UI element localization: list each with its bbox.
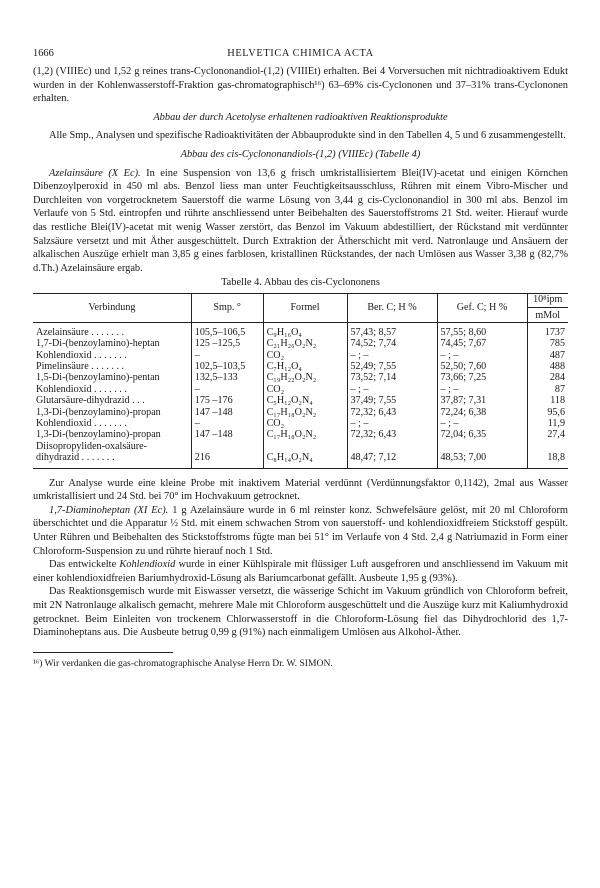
cell-gef: 72,04; 6,35 (437, 429, 527, 440)
cell-name: Azelainsäure . . . . . . . (33, 322, 191, 338)
cell-gef: 72,24; 6,38 (437, 407, 527, 418)
cell-ipm: 118 (550, 395, 565, 407)
cell-gef: 74,45; 7,67 (437, 338, 527, 349)
col-smp: Smp. ° (191, 293, 263, 322)
cell-ipm: 87 (554, 383, 565, 395)
page-number: 1666 (33, 48, 54, 59)
paragraph-lead: 1,7-Diaminoheptan (XI Ec). (49, 504, 169, 516)
cell-name: Kohlendioxid . . . . . . . (33, 350, 191, 361)
cell-name: 1,3-Di-(benzoylamino)-propan (33, 429, 191, 440)
cell-gef: 57,55; 8,60 (437, 322, 527, 338)
cell-ber: – ; – (347, 350, 437, 361)
cell-name: Kohlendioxid . . . . . . . (33, 384, 191, 395)
cell-smp: 216 (191, 452, 263, 468)
cell-ipm: 785 (549, 338, 565, 350)
paragraph-azelainsaeure: Azelainsäure (X Ec). In eine Suspension von 13,6 g frisch umkristallisiertem Blei(IV)-acetat und einigen Körnchen Dibenzoylperoxid in 450 ml abs. Benzol liess man unter Feuchtigkeitsausschluss, Rühren mit einem Vibro-Mischer und Durchleiten von vorgetrocknetem Sauerstoff die warme Lösung von 3,44 g cis-Cyclononandiol in 300 ml abs. Benzol im Verlaufe von 5 Std. eintropfen und rührte anschliessend unter Beibehalten des Sauerstoffstroms 21 Std. weiter. Hierauf wurde das restliche Blei(IV)-acetat mit wenig Wasser zerstört, das Benzol im Vakuum abdestilliert, der Rückstand mit verdünnter Salzsäure versetzt und mit Äther ausgeschüttelt. Durch Extraktion der Ätherschicht mit verd. Natronlauge und Ansäuern der alkalischen Auszüge erhielt man 3,85 g eines farblosen, kristallinen Rückstandes, der nach Umlösen aus Wasser 3,38 g (82,7% d.Th.) Azelainsäure ergab. (33, 167, 568, 274)
cell-smp (191, 441, 263, 452)
table-row (33, 418, 568, 429)
cell-name: 1,3-Di-(benzoylamino)-propan (33, 407, 191, 418)
cell-formel (263, 441, 347, 452)
cell-name: Pimelinsäure . . . . . . . (33, 361, 191, 372)
cell-formel: CO₂ (263, 384, 347, 395)
section-title-degradation: Abbau der durch Acetolyse erhaltenen radioaktiven Reaktionsprodukte (153, 111, 448, 123)
paragraph-intro: (1,2) (VIIIEc) und 1,52 g reines trans-Cyclononandiol-(1,2) (VIIIEt) erhalten. Bei 4 Vorversuchen mit nichtradioaktivem Edukt wurden in der Kohlenwasserstoff-Fraktion gas-chromatographisch¹⁶) 63–69% cis-Cyclononen und 37–31% trans-Cyclononen erhalten. (33, 66, 568, 105)
cell-ber (347, 441, 437, 452)
cell-gef: 52,50; 7,60 (437, 361, 527, 372)
paragraph-workup: Das Reaktionsgemisch wurde mit Eiswasser versetzt, die wässerige Schicht im Vakuum gründlich von Chloroform befreit, mit 2N Natronlauge alkalisch gemacht, mehrere Male mit Chloroform ausgeschüttelt und die Auszüge kurz mit Kaliumhydroxid getrocknet. Beim Einleiten von trockenem Chlorwasserstoff in die Chloroform-Lösung fiel das Dihydrochlorid des 1,7-Diaminoheptans aus. Die Ausbeute betrug 0,99 g (91%) nach einmaligem Umlösen aus Alkohol-Äther. (33, 586, 568, 639)
table-row (33, 338, 568, 349)
table-body (33, 322, 568, 468)
cell-ipm: 487 (549, 349, 565, 361)
cell-gef: 73,66; 7,25 (437, 372, 527, 383)
table-row (33, 441, 568, 452)
col-ipm-top: 10⁸ipm (528, 294, 569, 308)
table-row (33, 361, 568, 372)
cell-formel: C₇H₁₂O₄ (263, 361, 347, 372)
cell-ber: – ; – (347, 418, 437, 429)
cell-smp: 132,5–133 (191, 372, 263, 383)
cell-smp: 175 –176 (191, 395, 263, 406)
cell-ber: 73,52; 7,14 (347, 372, 437, 383)
cell-formel: CO₂ (263, 418, 347, 429)
cell-ber: 72,32; 6,43 (347, 429, 437, 440)
table-caption: Tabelle 4. Abbau des cis-Cyclononens (221, 277, 380, 289)
cell-name: dihydrazid . . . . . . . (33, 452, 191, 468)
cell-ipm: 18,8 (527, 452, 568, 468)
paragraph-kohlendioxid: Das entwickelte Kohlendioxid wurde in einer Kühlspirale mit flüssiger Luft ausgefroren und anschliessend im Vakuum mit einer kohlendioxidfreien Bariumhydroxid-Lösung als Bariumcarbonat gefällt. Ausbeute 1,95 g (93%). (33, 559, 568, 584)
cell-formel: C₁₇H₁₈O₂N₂ (263, 407, 347, 418)
col-verbindung: Verbindung (33, 293, 191, 322)
col-ipm-bottom: mMol (535, 310, 561, 322)
table-row (33, 350, 568, 361)
cell-ber: – ; – (347, 384, 437, 395)
cell-gef (437, 441, 527, 452)
cell-ipm: 27,4 (547, 429, 565, 441)
cell-formel: C₅H₁₂O₂N₄ (263, 395, 347, 406)
table-row (33, 407, 568, 418)
cell-smp: – (191, 384, 263, 395)
cell-name: Diisopropyliden-oxalsäure- (33, 441, 191, 452)
cell-smp: 105,5–106,5 (191, 322, 263, 338)
paragraph-analysis: Zur Analyse wurde eine kleine Probe mit inaktivem Material verdünnt (Verdünnungsfaktor 0,1142), 2mal aus Wasser umkristallisiert und 24 Std. bei 70° im Hochvakuum getrocknet. (33, 477, 568, 503)
cell-gef: 37,87; 7,31 (437, 395, 527, 406)
cell-ipm: 284 (549, 372, 565, 384)
paragraph-lead: Azelainsäure (X Ec). (49, 167, 141, 179)
cell-gef: – ; – (437, 418, 527, 429)
cell-ber: 74,52; 7,74 (347, 338, 437, 349)
cell-ber: 72,32; 6,43 (347, 407, 437, 418)
footnote: ¹⁶) Wir verdanken die gas-chromatographische Analyse Herrn Dr. W. SIMON. (33, 657, 333, 669)
cell-formel: C₈H₁₄O₂N₄ (263, 452, 347, 468)
cell-formel: CO₂ (263, 350, 347, 361)
table-row (33, 322, 568, 338)
cell-smp: 147 –148 (191, 407, 263, 418)
page-header (33, 48, 568, 62)
cell-smp: – (191, 418, 263, 429)
cell-ber: 52,49; 7,55 (347, 361, 437, 372)
cell-smp: 147 –148 (191, 429, 263, 440)
col-formel: Formel (263, 293, 347, 322)
cell-ipm: 1737 (544, 326, 565, 338)
cell-name: Kohlendioxid . . . . . . . (33, 418, 191, 429)
cell-ber: 57,43; 8,57 (347, 322, 437, 338)
degradation-table (33, 293, 568, 469)
cell-ipm: 95,6 (547, 406, 565, 418)
body-text (33, 65, 568, 670)
footnote-rule (33, 652, 173, 653)
cell-gef: – ; – (437, 384, 527, 395)
cell-formel: C₉H₁₆O₄ (263, 322, 347, 338)
cell-ipm (527, 441, 568, 452)
cell-name: 1,7-Di-(benzoylamino)-heptan (33, 338, 191, 349)
cell-name: Glutarsäure-dihydrazid . . . (33, 395, 191, 406)
cell-gef: – ; – (437, 350, 527, 361)
journal-title: HELVETICA CHIMICA ACTA (227, 48, 374, 59)
cell-formel: C₁₉H₂₂O₂N₂ (263, 372, 347, 383)
cell-gef: 48,53; 7,00 (437, 452, 527, 468)
table-row (33, 384, 568, 395)
cell-ipm: 11,9 (547, 417, 565, 429)
cell-ber: 48,47; 7,12 (347, 452, 437, 468)
cell-ipm: 488 (549, 360, 565, 372)
cell-smp: 125 –125,5 (191, 338, 263, 349)
cell-smp: 102,5–103,5 (191, 361, 263, 372)
section-title-cyclononandiol: Abbau des cis-Cyclononandiols-(1,2) (VIIIEc) (Tabelle 4) (180, 148, 421, 160)
table-header-row (33, 293, 568, 322)
col-ber: Ber. C; H % (347, 293, 437, 322)
col-ipm (527, 293, 568, 322)
cell-formel: C₂₁H₂₆O₂N₂ (263, 338, 347, 349)
table-row (33, 452, 568, 468)
table-row (33, 429, 568, 440)
col-gef: Gef. C; H % (437, 293, 527, 322)
cell-name: 1,5-Di-(benzoylamino)-pentan (33, 372, 191, 383)
cell-smp: – (191, 350, 263, 361)
table-row (33, 395, 568, 406)
cell-ber: 37,49; 7,55 (347, 395, 437, 406)
paragraph-summary: Alle Smp., Analysen und spezifische Radioaktivitäten der Abbauprodukte sind in den Tabellen 4, 5 und 6 zusammengestellt. (49, 130, 566, 142)
table-row (33, 372, 568, 383)
paragraph-diaminoheptan: 1,7-Diaminoheptan (XI Ec). 1 g Azelainsäure wurde in 6 ml reinster konz. Schwefelsäure gelöst, mit 20 ml Chloroform überschichtet und die Apparatur ½ Std. mit einem schwachen Strom von sauerstoff- und kohlendioxidfreiem Stickstoff gespült. Unter Rühren und Beibehalten des Stickstoffstroms fügte man bei 51° im Verlaufe von 4 Std. 2,4 g Natriumazid in Form einer Chloroform-Suspension zu und rührte hierauf noch 1 Std. (33, 504, 568, 557)
cell-formel: C₁₇H₁₈O₂N₂ (263, 429, 347, 440)
